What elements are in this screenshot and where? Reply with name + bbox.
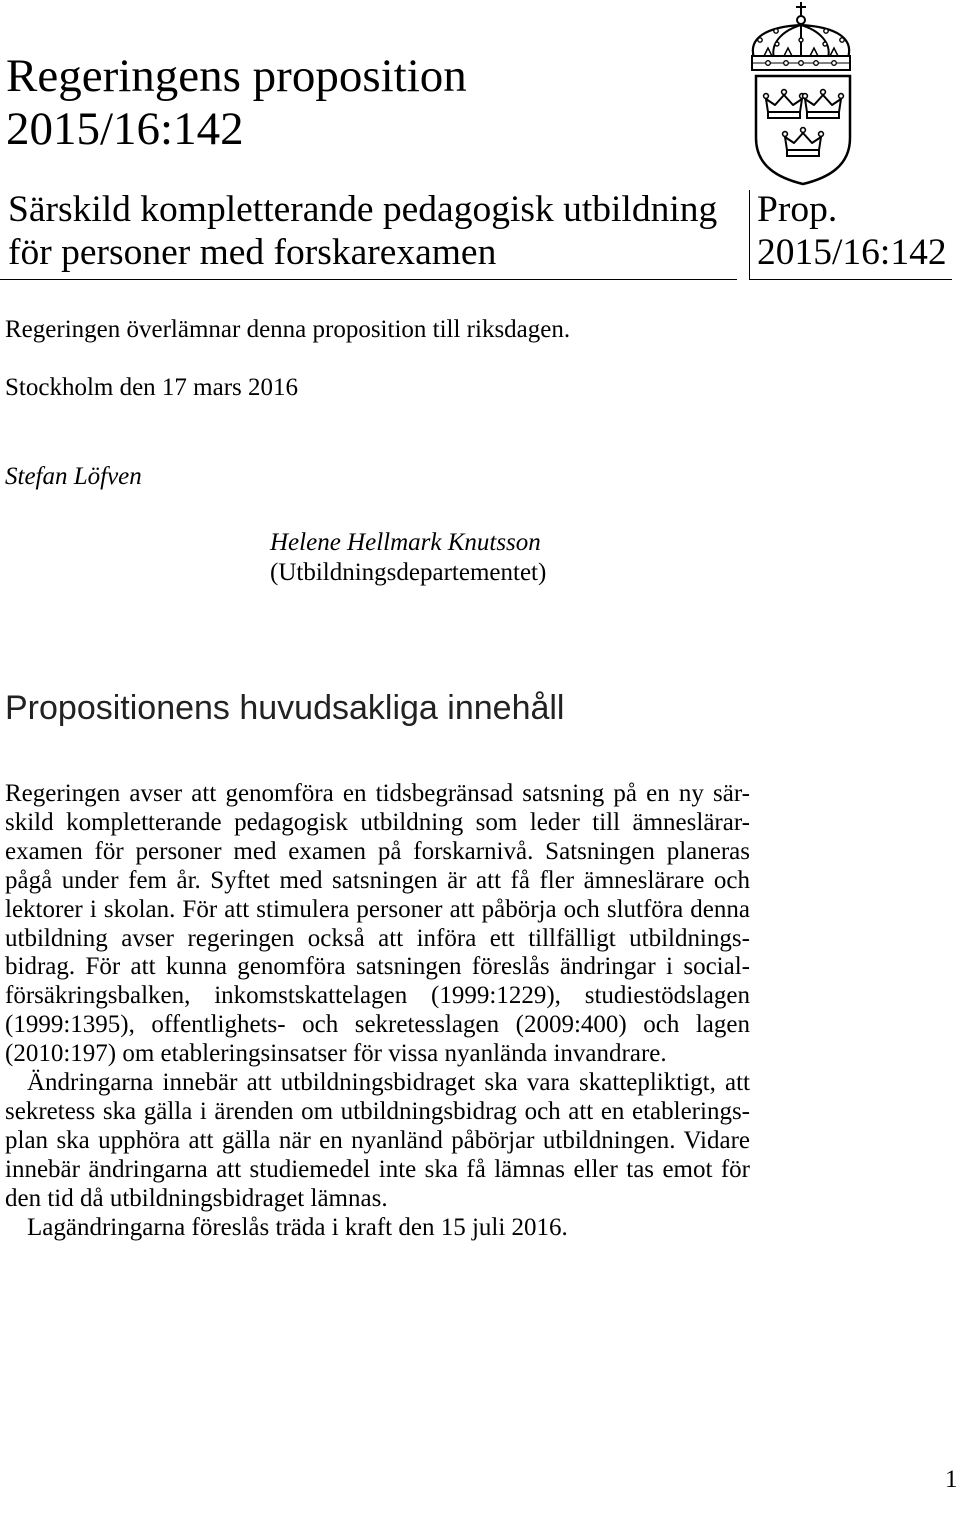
summary-line: försäkringsbalken, inkomstskattelagen (1999:1229), studiestödslagen — [5, 982, 750, 1010]
summary-line: Regeringen avser att genomföra en tidsbegränsad satsning på en ny sär- — [5, 780, 750, 807]
transmittal-statement: Regeringen överlämnar denna proposition till riksdagen. — [5, 316, 571, 343]
subject-title-line-1: Särskild kompletterande pedagogisk utbildning — [8, 189, 718, 230]
summary-line: pågå under fem år. Syftet med satsningen är att få fler ämneslärare och — [5, 866, 750, 894]
subject-title-line-2: för personer med forskarexamen — [8, 232, 497, 273]
header-rule-left — [0, 279, 737, 280]
summary-paragraph-1 — [5, 780, 750, 1069]
summary-line: lektorer i skolan. För att stimulera personer att påbörja och slutföra denna — [5, 895, 750, 923]
header-rule-right — [750, 279, 952, 280]
swedish-coat-of-arms-icon — [746, 0, 858, 186]
summary-line: plan ska upphöra att gälla när en nyanländ påbörjar utbildningen. Vidare — [5, 1126, 750, 1154]
summary-line: den tid då utbildningsbidraget lämnas. — [5, 1184, 388, 1212]
summary-line: bidrag. För att kunna genomföra satsningen föreslås ändringar i social- — [5, 953, 750, 981]
summary-heading: Propositionens huvudsakliga innehåll — [5, 689, 565, 727]
summary-body — [5, 780, 750, 1243]
page-number: 1 — [945, 1466, 958, 1493]
document-title: Regeringens proposition — [6, 50, 467, 102]
summary-line: sekretess ska gälla i ärenden om utbildningsbidrag och att en etablerings- — [5, 1097, 750, 1125]
summary-line: Lagändringarna föreslås träda i kraft den 15 juli 2016. — [27, 1213, 568, 1241]
place-and-date: Stockholm den 17 mars 2016 — [5, 374, 299, 401]
summary-line: skild kompletterande pedagogisk utbildning som leder till ämneslärar- — [5, 808, 750, 836]
summary-line: utbildning avser regeringen också att införa ett tillfälligt utbildnings- — [5, 924, 750, 952]
summary-paragraph-2 — [5, 1069, 750, 1214]
signatory-minister: Helene Hellmark Knutsson — [270, 529, 541, 556]
summary-line: Ändringarna innebär att utbildningsbidraget ska vara skattepliktigt, att — [27, 1069, 750, 1097]
summary-paragraph-3 — [5, 1214, 750, 1243]
prop-number: 2015/16:142 — [757, 232, 947, 273]
department: (Utbildningsdepartementet) — [270, 559, 547, 586]
signatory-prime-minister: Stefan Löfven — [5, 463, 142, 490]
prop-box-divider — [749, 190, 750, 280]
summary-line: (1999:1395), offentlighets- och sekretesslagen (2009:400) och lagen — [5, 1011, 750, 1039]
summary-line: examen för personer med examen på forskarnivå. Satsningen planeras — [5, 837, 750, 865]
summary-line: innebär ändringarna att studiemedel inte ska få lämnas eller tas emot för — [5, 1155, 750, 1183]
summary-line: (2010:197) om etableringsinsatser för vissa nyanlända invandrare. — [5, 1040, 667, 1068]
document-number: 2015/16:142 — [6, 103, 244, 155]
prop-label: Prop. — [757, 189, 838, 230]
